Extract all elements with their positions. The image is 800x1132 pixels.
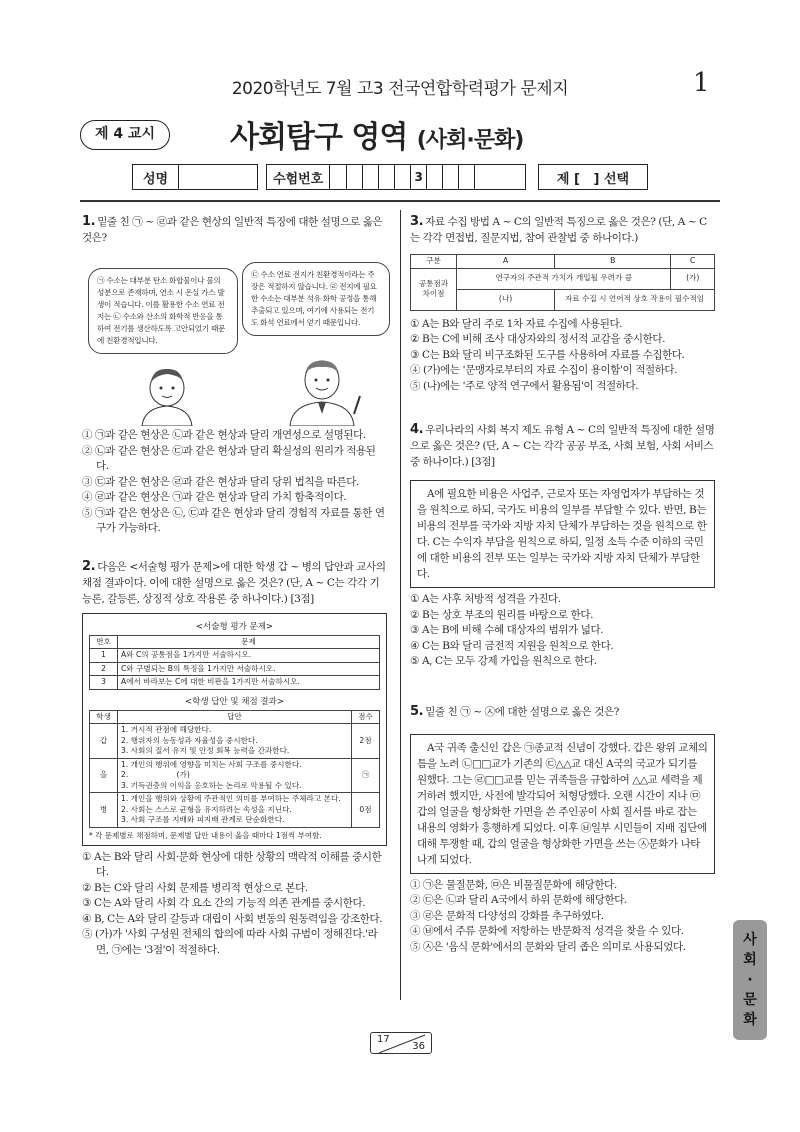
selection-label: 제 [ ] 선택 bbox=[556, 171, 630, 187]
exam-number-field bbox=[266, 164, 526, 190]
q3-number: 3. bbox=[410, 214, 424, 229]
q1-bubble-right: ㉢ 수소 연료 전지가 친환경적이라는 주장은 적절하지 않습니다. ㉣ 전지에 필요한 수소는 대부분 석유 화학 공정을 통해 추출되고 있으며, 여기에 사용되는 전기도 화석 연료에서 얻기 때문입니다. bbox=[242, 262, 390, 336]
answer-line: 2. 행위자의 능동성과 자율성을 중시한다. bbox=[121, 735, 258, 745]
problem-text: A에서 바라보는 C에 대한 비판을 1가지만 서술하시오. bbox=[118, 676, 380, 690]
exam-number-label: 수험번호 bbox=[267, 165, 330, 189]
answer-line: 2. 사회는 스스로 균형을 유지하려는 속성을 지닌다. bbox=[121, 804, 292, 814]
student-name: 갑 bbox=[90, 724, 118, 759]
q1-option-1[interactable]: ① ㉠과 같은 현상은 ㉡과 같은 현상과 달리 개연성으로 설명된다. bbox=[82, 429, 366, 441]
answer-line: 1. 거시적 관점에 해당한다. bbox=[121, 725, 212, 734]
q2-problem-title: <서술형 평가 문제> bbox=[195, 621, 274, 632]
subject-title bbox=[230, 112, 590, 156]
q4-option-1[interactable]: ① A는 사후 처방적 성격을 가진다. bbox=[410, 593, 561, 605]
page-current: 17 bbox=[377, 1034, 390, 1045]
q3-table bbox=[410, 254, 715, 311]
table-row bbox=[90, 662, 380, 676]
q4-option-2[interactable]: ② B는 상호 부조의 원리를 바탕으로 한다. bbox=[410, 608, 594, 621]
q2-answer-header-student: 학생 bbox=[90, 710, 118, 724]
q5-option-5[interactable]: ⑤ ㉦은 '음식 문화'에서의 문화와 달리 좁은 의미로 사용되었다. bbox=[410, 940, 686, 953]
woman-speaker-icon bbox=[132, 366, 202, 426]
q4-option-3[interactable]: ③ A는 B에 비해 수혜 대상자의 범위가 넓다. bbox=[410, 624, 604, 636]
q1-number: 1. bbox=[82, 214, 96, 229]
page-number: 1 bbox=[693, 68, 710, 98]
q2-answer-table bbox=[89, 710, 380, 828]
q4-option-4[interactable]: ④ C는 B와 달리 금전적 지원을 원칙으로 한다. bbox=[410, 639, 614, 652]
q2-option-1[interactable]: ① A는 B와 달리 사회·문화 현상에 대한 상황의 맥락적 이해를 중시한다. bbox=[82, 850, 382, 878]
question-1 bbox=[82, 214, 387, 537]
column-divider bbox=[400, 210, 401, 1000]
subject-side-tab bbox=[733, 920, 767, 1040]
table-row bbox=[90, 724, 380, 759]
student-name: 병 bbox=[90, 793, 118, 828]
q2-number: 2. bbox=[82, 558, 96, 574]
side-tab-char: 화 bbox=[743, 1012, 757, 1028]
answer-line: 2. (가) bbox=[121, 770, 190, 779]
q1-option-2[interactable]: ② ㉡과 같은 현상은 ㉢과 같은 현상과 달리 확실성의 원리가 적용된다. bbox=[82, 444, 376, 472]
table-row bbox=[90, 758, 380, 793]
q2-options bbox=[82, 850, 387, 959]
answer-line: 3. 사회 구조를 지배와 피지배 관계로 단순화한다. bbox=[121, 815, 285, 824]
q3-header-type: 구분 bbox=[411, 255, 457, 269]
question-3 bbox=[410, 214, 715, 394]
q2-problem-table bbox=[89, 635, 380, 690]
q5-option-4[interactable]: ④ ㉥에서 주류 문화에 저항하는 반문화적 성격을 찾을 수 있다. bbox=[410, 925, 684, 937]
page-total: 36 bbox=[412, 1041, 425, 1052]
q4-number: 4. bbox=[410, 422, 424, 437]
selection-field bbox=[538, 164, 648, 190]
student-score: 2점 bbox=[352, 724, 380, 759]
q2-footnote: * 각 문제별로 채점하며, 문제별 답안 내용이 옳을 때마다 1점씩 부여함. bbox=[89, 830, 322, 840]
q3-row-label: 공통점과 차이점 bbox=[411, 268, 457, 310]
q3-option-2[interactable]: ② B는 C에 비해 조사 대상자와의 정서적 교감을 중시한다. bbox=[410, 333, 666, 345]
student-score: ㉠ bbox=[352, 758, 380, 793]
q2-box bbox=[82, 613, 387, 846]
table-row bbox=[90, 649, 380, 663]
q5-option-1[interactable]: ① ㉠은 물질문화, ㉤은 비물질문화에 해당한다. bbox=[410, 878, 617, 891]
q4-stem: 우리나라의 사회 복지 제도 유형 A ~ C의 일반적 특징에 대한 설명으로 옳은 것은? (단, A ~ C는 각각 공공 부조, 사회 보험, 사회 서비스 중 하나이다.) [3점] bbox=[410, 424, 715, 468]
problem-text: C와 구별되는 B의 특징을 1가지만 서술하시오. bbox=[118, 662, 380, 676]
q2-stem: 다음은 <서술형 평가 문제>에 대한 학생 갑 ~ 병의 답안과 교사의 채점 결과이다. 이에 대한 설명으로 옳은 것은? (단, A ~ C는 각각 기능론, 갈등론, 상징적 상호 작용론 중 하나이다.) [3점] bbox=[82, 560, 386, 605]
side-tab-char: 회 bbox=[743, 952, 757, 968]
problem-text: A와 C의 공통점을 1가지만 서술하시오. bbox=[118, 649, 380, 663]
subject-main: 사회탐구 영역 bbox=[230, 120, 408, 155]
header-rule bbox=[80, 200, 720, 202]
student-answer bbox=[118, 758, 352, 793]
q2-option-4[interactable]: ④ B, C는 A와 달리 갈등과 대립이 사회 변동의 원동력임을 강조한다. bbox=[82, 912, 383, 925]
q5-stem: 밑줄 친 ㉠ ~ ㉦에 대한 설명으로 옳은 것은? bbox=[425, 705, 619, 718]
answer-line: 3. 사회의 질서 유지 및 안정 회복 능력을 간과한다. bbox=[121, 746, 290, 755]
question-5 bbox=[410, 704, 715, 956]
q3-row2-left: (나) bbox=[457, 289, 555, 310]
table-row bbox=[90, 793, 380, 828]
q3-header-b: B bbox=[555, 255, 671, 269]
name-field bbox=[132, 164, 258, 190]
problem-no: 1 bbox=[90, 649, 118, 663]
q1-option-4[interactable]: ④ ㉣과 같은 현상은 ㉠과 같은 현상과 달리 가치 함축적이다. bbox=[82, 491, 347, 503]
exam-number-grid bbox=[330, 165, 490, 189]
table-row bbox=[411, 268, 715, 289]
q3-row1-right: (가) bbox=[671, 268, 715, 289]
q3-stem: 자료 수집 방법 A ~ C의 일반적 특징으로 옳은 것은? (단, A ~ C는 각각 면접법, 질문지법, 참여 관찰법 중 하나이다.) bbox=[410, 216, 707, 244]
student-name: 을 bbox=[90, 758, 118, 793]
right-column bbox=[410, 214, 715, 955]
exam-title: 2020학년도 7월 고3 전국연합학력평가 문제지 bbox=[231, 79, 569, 99]
q2-problem-header-q: 문제 bbox=[118, 635, 380, 649]
q3-option-3[interactable]: ③ C는 B와 달리 비구조화된 도구를 사용하여 자료를 수집한다. bbox=[410, 348, 685, 361]
side-tab-char: 문 bbox=[743, 992, 757, 1008]
left-column bbox=[82, 214, 387, 958]
q2-problem-header-no: 번호 bbox=[90, 635, 118, 649]
table-row bbox=[411, 289, 715, 310]
q4-options bbox=[410, 592, 715, 670]
page-counter bbox=[370, 1032, 432, 1054]
q5-options bbox=[410, 878, 715, 956]
q3-option-1[interactable]: ① A는 B와 달리 주로 1차 자료 수집에 사용된다. bbox=[410, 317, 623, 330]
q1-option-3[interactable]: ③ ㉢과 같은 현상은 ㉣과 같은 현상과 달리 당위 법칙을 따른다. bbox=[82, 475, 359, 488]
side-tab-char: · bbox=[747, 972, 753, 988]
answer-line: 1. 개인의 행위에 영향을 미치는 사회 구조를 중시한다. bbox=[121, 759, 302, 769]
problem-no: 2 bbox=[90, 662, 118, 676]
student-answer bbox=[118, 724, 352, 759]
q2-answer-header-answer: 답안 bbox=[118, 710, 352, 724]
q3-header-c: C bbox=[671, 255, 715, 269]
q5-option-2[interactable]: ② ㉢은 ㉡과 달리 A국에서 하위 문화에 해당한다. bbox=[410, 894, 627, 906]
q3-row1-left: 연구자의 주관적 가치가 개입될 우려가 큼 bbox=[457, 268, 671, 289]
student-score: 0점 bbox=[352, 793, 380, 828]
table-row bbox=[90, 676, 380, 690]
q1-option-5[interactable]: ⑤ ㉠과 같은 현상은 ㉡, ㉢과 같은 현상과 달리 경험적 자료를 통한 연구가 가능하다. bbox=[82, 506, 385, 534]
q1-bubble-left: ㉠ 수소는 대부분 탄소 화합물이나 물의 성분으로 존재하며, 연소 시 온실 가스 발생이 적습니다. 이를 활용한 수소 연료 전지는 ㉡ 수소와 산소의 화학적 반응을 통하여 전기를 생산하도록 고안되었기 때문에 친환경적입니다. bbox=[88, 268, 238, 354]
q4-option-5[interactable]: ⑤ A, C는 모두 강제 가입을 원칙으로 한다. bbox=[410, 655, 597, 667]
q5-number: 5. bbox=[410, 703, 424, 719]
answer-line: 1. 개인을 행위와 상황에 주관적인 의미를 부여하는 주체라고 본다. bbox=[121, 794, 341, 803]
q5-option-3[interactable]: ③ ㉣은 문화적 다양성의 강화를 추구하였다. bbox=[410, 909, 604, 922]
name-label: 성명 bbox=[133, 165, 179, 189]
info-bar bbox=[132, 164, 665, 190]
q2-answer-title: <학생 답안 및 채점 결과> bbox=[185, 696, 284, 707]
student-answer bbox=[118, 793, 352, 828]
q4-box: A에 필요한 비용은 사업주, 근로자 또는 자영업자가 부담하는 것을 원칙으로 하되, 국가도 비용의 일부를 부담할 수 있다. 반면, B는 비용의 전부를 국가와 지방 자치 단체가 부담하는 것을 원칙으로 한다. C는 수익자 부담을 원칙으로 하되, 일정 소득 수준 이하의 국민에 대한 비용의 전부 또는 일부는 국가와 지방 자치 단체가 부담한다. bbox=[410, 480, 715, 588]
q3-header-a: A bbox=[457, 255, 555, 269]
q3-option-4[interactable]: ④ (가)에는 '문맹자로부터의 자료 수집이 용이함'이 적절하다. bbox=[410, 364, 678, 376]
q3-options bbox=[410, 317, 715, 395]
exam-number-digit: 3 bbox=[410, 165, 426, 189]
subject-sub: (사회·문화) bbox=[416, 128, 524, 153]
q2-option-3[interactable]: ③ C는 A와 달리 사회 각 요소 간의 기능적 의존 관계를 중시한다. bbox=[82, 897, 366, 909]
period-badge: 제 4 교시 bbox=[80, 120, 170, 150]
problem-no: 3 bbox=[90, 676, 118, 690]
q3-option-5[interactable]: ⑤ (나)에는 '주로 양적 연구에서 활용됨'이 적절하다. bbox=[410, 379, 639, 392]
side-tab-char: 사 bbox=[743, 932, 757, 948]
question-4 bbox=[410, 422, 715, 670]
q2-answer-header-score: 점수 bbox=[352, 710, 380, 724]
man-speaker-icon bbox=[282, 356, 362, 426]
q1-illustration bbox=[82, 246, 387, 424]
q2-option-2[interactable]: ② B는 C와 달리 사회 문제를 병리적 현상으로 본다. bbox=[82, 881, 308, 894]
q1-options bbox=[82, 428, 387, 537]
q3-row2-right: 자료 수집 시 언어적 상호 작용이 필수적임 bbox=[555, 289, 715, 310]
q2-option-5[interactable]: ⑤ (가)가 '사회 구성원 전체의 합의에 따라 사회 규범이 정해진다.'라면, ㉠에는 '3점'이 적절하다. bbox=[82, 928, 378, 956]
q5-box: A국 귀족 출신인 갑은 ㉠종교적 신념이 강했다. 갑은 왕위 교체의 틈을 노려 ㉡□□교가 기존의 ㉢△△교 대신 A국의 국교가 되기를 원했다. 그는 ㉣□□교를 믿는 귀족들을 규합하여 △△교 세력을 제거하려 했지만, 사전에 발각되어 처형당했다. 오랜 시간이 지나 ㉤갑의 얼굴을 형상화한 가면을 쓴 주인공이 사회 질서를 바로 잡는 내용의 영화가 흥행하게 되었다. 이후 ㉥일부 시민들이 지배 집단에 대해 투쟁할 때, 갑의 얼굴을 형상화한 가면을 쓰는 ㉦문화가 나타나게 되었다. bbox=[410, 734, 715, 874]
answer-line: 3. 기득권층의 이익을 옹호하는 논리로 악용될 수 있다. bbox=[121, 780, 302, 790]
q1-stem: 밑줄 친 ㉠ ~ ㉣과 같은 현상의 일반적 특징에 대한 설명으로 옳은 것은? bbox=[82, 216, 383, 244]
question-2 bbox=[82, 559, 387, 959]
